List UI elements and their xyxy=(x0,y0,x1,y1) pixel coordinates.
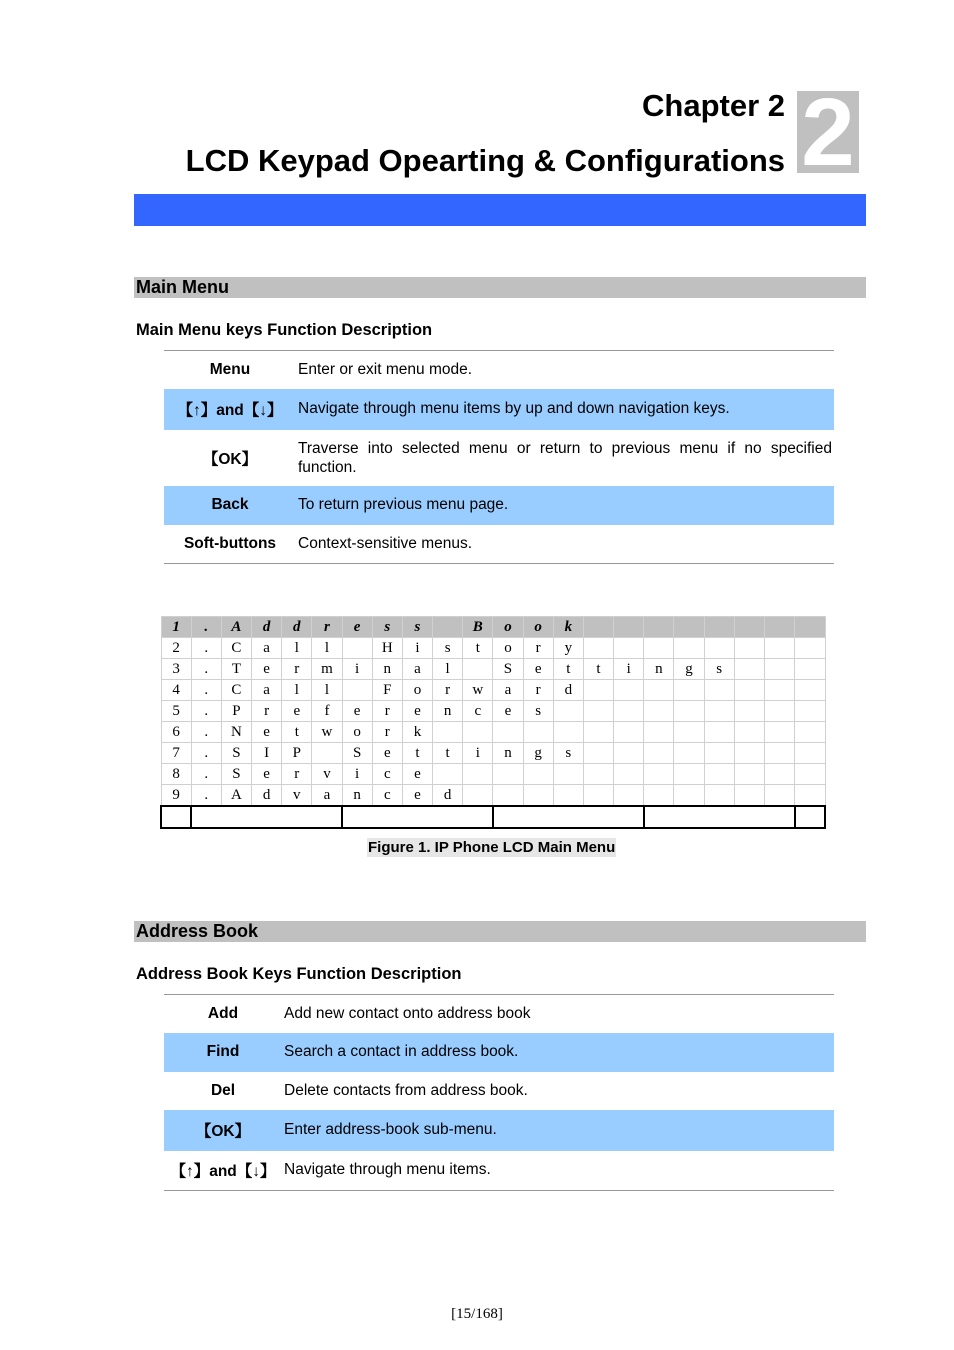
lcd-cell: C xyxy=(221,638,251,659)
lcd-cell xyxy=(764,638,794,659)
lcd-cell: g xyxy=(674,659,704,680)
lcd-cell xyxy=(583,701,613,722)
lcd-cell: T xyxy=(221,659,251,680)
lcd-cell: m xyxy=(312,659,342,680)
lcd-cell xyxy=(614,722,644,743)
lcd-cell: . xyxy=(191,659,221,680)
lcd-cell: n xyxy=(342,785,372,807)
lcd-cell: o xyxy=(493,617,523,638)
lcd-cell xyxy=(734,785,764,807)
lcd-cell: i xyxy=(463,743,493,764)
lcd-cell xyxy=(704,785,734,807)
lcd-cell: n xyxy=(493,743,523,764)
table-row xyxy=(164,351,834,389)
lcd-cell: C xyxy=(221,680,251,701)
lcd-cell: g xyxy=(523,743,553,764)
lcd-cell xyxy=(553,785,583,807)
lcd-cell xyxy=(523,785,553,807)
lcd-cell: . xyxy=(191,764,221,785)
lcd-cell xyxy=(583,722,613,743)
description-cell: Context-sensitive menus. xyxy=(298,534,473,552)
softkey-slot xyxy=(191,806,342,828)
lcd-cell xyxy=(734,659,764,680)
lcd-cell xyxy=(704,743,734,764)
lcd-cell xyxy=(614,680,644,701)
description-cell: Delete contacts from address book. xyxy=(284,1081,528,1099)
lcd-cell xyxy=(734,617,764,638)
chapter-accent-bar xyxy=(134,194,866,226)
main-menu-section-bar xyxy=(134,277,866,298)
key-cell: Del xyxy=(210,1081,236,1099)
lcd-cell xyxy=(433,764,463,785)
lcd-cell: e xyxy=(493,701,523,722)
table-row xyxy=(164,1033,834,1072)
lcd-cell: F xyxy=(372,680,402,701)
lcd-cell: e xyxy=(342,617,372,638)
lcd-cell: a xyxy=(493,680,523,701)
lcd-cell: 2 xyxy=(161,638,191,659)
lcd-cell: A xyxy=(221,785,251,807)
lcd-cell: e xyxy=(402,701,432,722)
lcd-cell xyxy=(674,680,704,701)
lcd-cell xyxy=(463,722,493,743)
description-cell: Enter or exit menu mode. xyxy=(298,360,473,378)
lcd-cell: d xyxy=(252,617,282,638)
lcd-cell xyxy=(614,617,644,638)
lcd-cell: r xyxy=(523,680,553,701)
lcd-cell: c xyxy=(372,785,402,807)
table-row xyxy=(164,389,834,430)
lcd-row xyxy=(161,659,825,680)
lcd-cell xyxy=(674,617,704,638)
lcd-cell: o xyxy=(402,680,432,701)
lcd-cell: 6 xyxy=(161,722,191,743)
lcd-cell: l xyxy=(282,680,312,701)
lcd-cell: S xyxy=(342,743,372,764)
lcd-cell xyxy=(614,764,644,785)
lcd-cell xyxy=(795,785,825,807)
lcd-cell: P xyxy=(282,743,312,764)
lcd-cell xyxy=(764,659,794,680)
lcd-cell xyxy=(433,617,463,638)
key-cell: 【OK】 xyxy=(202,450,258,468)
lcd-row xyxy=(161,764,825,785)
lcd-softkey-row xyxy=(161,806,825,828)
lcd-cell xyxy=(674,701,704,722)
lcd-cell: 1 xyxy=(161,617,191,638)
lcd-cell: . xyxy=(191,785,221,807)
lcd-cell xyxy=(583,680,613,701)
lcd-cell: r xyxy=(312,617,342,638)
lcd-cell: e xyxy=(372,743,402,764)
lcd-cell: t xyxy=(402,743,432,764)
lcd-cell xyxy=(764,785,794,807)
lcd-row xyxy=(161,680,825,701)
key-cell: Menu xyxy=(209,360,251,378)
lcd-cell: . xyxy=(191,680,221,701)
lcd-cell xyxy=(493,722,523,743)
lcd-cell: y xyxy=(553,638,583,659)
lcd-cell: a xyxy=(402,659,432,680)
lcd-cell xyxy=(523,764,553,785)
lcd-cell xyxy=(644,638,674,659)
lcd-cell: i xyxy=(402,638,432,659)
table-row xyxy=(164,430,834,486)
lcd-cell xyxy=(704,617,734,638)
lcd-cell: i xyxy=(614,659,644,680)
lcd-cell: o xyxy=(342,722,372,743)
lcd-cell: l xyxy=(433,659,463,680)
lcd-grid xyxy=(160,616,826,829)
lcd-cell xyxy=(553,764,583,785)
lcd-cell xyxy=(704,764,734,785)
lcd-cell: n xyxy=(372,659,402,680)
lcd-cell: r xyxy=(523,638,553,659)
description-cell: Add new contact onto address book xyxy=(284,1004,531,1022)
lcd-cell xyxy=(433,722,463,743)
lcd-cell: d xyxy=(433,785,463,807)
lcd-cell: t xyxy=(433,743,463,764)
lcd-cell: 4 xyxy=(161,680,191,701)
lcd-main-menu-figure xyxy=(160,616,826,824)
lcd-cell: r xyxy=(433,680,463,701)
lcd-cell xyxy=(583,617,613,638)
lcd-cell: e xyxy=(282,701,312,722)
lcd-cell: S xyxy=(221,743,251,764)
lcd-cell xyxy=(795,680,825,701)
lcd-cell: r xyxy=(372,701,402,722)
lcd-cell xyxy=(734,638,764,659)
lcd-cell xyxy=(523,722,553,743)
lcd-cell: I xyxy=(252,743,282,764)
lcd-cell: . xyxy=(191,722,221,743)
lcd-cell xyxy=(312,743,342,764)
lcd-cell: r xyxy=(282,659,312,680)
main-menu-keys-table xyxy=(164,350,834,564)
table-row xyxy=(164,1072,834,1110)
lcd-cell xyxy=(734,722,764,743)
softkey-slot xyxy=(795,806,825,828)
lcd-cell: t xyxy=(282,722,312,743)
main-menu-section-title: Main Menu xyxy=(136,277,229,297)
lcd-cell: 5 xyxy=(161,701,191,722)
lcd-cell xyxy=(583,638,613,659)
lcd-cell xyxy=(764,617,794,638)
lcd-cell: N xyxy=(221,722,251,743)
lcd-cell xyxy=(764,680,794,701)
key-cell: 【↑】and【↓】 xyxy=(164,389,296,430)
lcd-cell xyxy=(795,743,825,764)
lcd-cell xyxy=(734,764,764,785)
lcd-cell: i xyxy=(342,659,372,680)
lcd-cell xyxy=(614,701,644,722)
lcd-cell xyxy=(674,764,704,785)
lcd-cell: c xyxy=(463,701,493,722)
lcd-cell: 9 xyxy=(161,785,191,807)
lcd-cell xyxy=(764,701,794,722)
lcd-cell: t xyxy=(553,659,583,680)
lcd-cell xyxy=(583,764,613,785)
lcd-row xyxy=(161,638,825,659)
lcd-cell xyxy=(704,680,734,701)
lcd-cell: A xyxy=(221,617,251,638)
lcd-cell: l xyxy=(312,680,342,701)
lcd-cell xyxy=(463,659,493,680)
lcd-cell xyxy=(493,764,523,785)
lcd-cell xyxy=(644,785,674,807)
lcd-cell: e xyxy=(252,722,282,743)
lcd-cell: P xyxy=(221,701,251,722)
lcd-cell xyxy=(795,722,825,743)
lcd-cell xyxy=(795,638,825,659)
lcd-cell: d xyxy=(553,680,583,701)
description-cell: Search a contact in address book. xyxy=(282,1033,834,1072)
chapter-title: LCD Keypad Opearting & Configurations xyxy=(185,143,785,178)
lcd-cell xyxy=(342,638,372,659)
lcd-cell: B xyxy=(463,617,493,638)
lcd-cell xyxy=(644,764,674,785)
lcd-cell: r xyxy=(252,701,282,722)
lcd-cell: s xyxy=(402,617,432,638)
lcd-cell xyxy=(493,785,523,807)
key-cell: 【OK】 xyxy=(164,1110,282,1151)
figure-caption: Figure 1. IP Phone LCD Main Menu xyxy=(368,839,616,856)
lcd-cell: n xyxy=(644,659,674,680)
lcd-cell xyxy=(674,743,704,764)
lcd-cell xyxy=(704,722,734,743)
lcd-cell xyxy=(614,638,644,659)
lcd-cell: o xyxy=(523,617,553,638)
lcd-cell: v xyxy=(282,785,312,807)
lcd-cell xyxy=(644,680,674,701)
lcd-cell: a xyxy=(252,680,282,701)
lcd-cell xyxy=(674,722,704,743)
lcd-cell: w xyxy=(463,680,493,701)
chapter-number: Chapter 2 xyxy=(642,88,785,123)
softkey-slot xyxy=(644,806,795,828)
main-menu-subheading: Main Menu keys Function Description xyxy=(136,321,433,339)
lcd-cell: i xyxy=(342,764,372,785)
lcd-cell: s xyxy=(704,659,734,680)
lcd-cell: d xyxy=(282,617,312,638)
lcd-cell xyxy=(553,722,583,743)
lcd-cell xyxy=(764,743,794,764)
lcd-cell xyxy=(644,701,674,722)
lcd-cell: S xyxy=(221,764,251,785)
lcd-cell: s xyxy=(523,701,553,722)
table-row xyxy=(164,1110,834,1151)
key-cell: Find xyxy=(164,1033,282,1072)
lcd-header-row xyxy=(161,617,825,638)
lcd-row xyxy=(161,785,825,807)
lcd-cell: s xyxy=(433,638,463,659)
lcd-cell xyxy=(614,785,644,807)
description-cell: To return previous menu page. xyxy=(296,486,834,525)
lcd-cell xyxy=(734,680,764,701)
softkey-slot xyxy=(493,806,644,828)
address-book-section-title: Address Book xyxy=(136,921,259,941)
lcd-cell: . xyxy=(191,638,221,659)
lcd-cell: S xyxy=(493,659,523,680)
key-cell: Soft-buttons xyxy=(183,534,277,552)
lcd-cell: s xyxy=(372,617,402,638)
lcd-cell: s xyxy=(553,743,583,764)
lcd-cell: o xyxy=(493,638,523,659)
lcd-cell: e xyxy=(252,659,282,680)
description-cell: Enter address-book sub-menu. xyxy=(282,1110,834,1151)
lcd-cell xyxy=(734,701,764,722)
lcd-cell: 3 xyxy=(161,659,191,680)
lcd-cell: 8 xyxy=(161,764,191,785)
key-cell: 【↑】and【↓】 xyxy=(170,1163,276,1181)
page-number: [15/168] xyxy=(451,1306,503,1322)
lcd-cell xyxy=(583,785,613,807)
table-row xyxy=(164,486,834,525)
address-book-section-bar xyxy=(134,921,866,942)
table-row xyxy=(164,525,834,564)
lcd-cell: t xyxy=(583,659,613,680)
lcd-cell xyxy=(644,722,674,743)
lcd-cell xyxy=(674,638,704,659)
lcd-cell: l xyxy=(312,638,342,659)
lcd-cell xyxy=(463,764,493,785)
description-cell: Traverse into selected menu or return to previous menu if no specified function. xyxy=(298,439,832,476)
lcd-cell: a xyxy=(312,785,342,807)
lcd-cell: e xyxy=(402,764,432,785)
lcd-cell xyxy=(553,701,583,722)
lcd-cell xyxy=(644,743,674,764)
lcd-row xyxy=(161,743,825,764)
lcd-row xyxy=(161,722,825,743)
lcd-cell: . xyxy=(191,743,221,764)
lcd-cell: w xyxy=(312,722,342,743)
lcd-cell xyxy=(704,701,734,722)
key-cell: Add xyxy=(207,1004,239,1022)
lcd-cell: e xyxy=(402,785,432,807)
softkey-slot xyxy=(161,806,191,828)
lcd-cell: r xyxy=(282,764,312,785)
lcd-cell xyxy=(463,785,493,807)
lcd-cell: l xyxy=(282,638,312,659)
lcd-cell: c xyxy=(372,764,402,785)
lcd-cell: k xyxy=(402,722,432,743)
lcd-cell: v xyxy=(312,764,342,785)
lcd-cell xyxy=(795,701,825,722)
lcd-cell: a xyxy=(252,638,282,659)
lcd-cell xyxy=(795,764,825,785)
lcd-cell: . xyxy=(191,617,221,638)
lcd-cell xyxy=(764,764,794,785)
description-cell: Navigate through menu items. xyxy=(284,1161,491,1179)
lcd-cell xyxy=(795,617,825,638)
lcd-cell: e xyxy=(252,764,282,785)
softkey-slot xyxy=(342,806,493,828)
lcd-cell: f xyxy=(312,701,342,722)
lcd-cell xyxy=(764,722,794,743)
table-row xyxy=(164,1151,834,1191)
description-cell: Navigate through menu items by up and down navigation keys. xyxy=(296,389,834,430)
lcd-cell: 7 xyxy=(161,743,191,764)
address-book-subheading: Address Book Keys Function Description xyxy=(136,965,462,983)
chapter-digit-box: 2 xyxy=(797,91,859,173)
address-book-keys-table xyxy=(164,994,834,1191)
lcd-cell xyxy=(734,743,764,764)
lcd-cell: n xyxy=(433,701,463,722)
lcd-cell: e xyxy=(342,701,372,722)
lcd-cell: r xyxy=(372,722,402,743)
lcd-cell xyxy=(644,617,674,638)
lcd-cell: k xyxy=(553,617,583,638)
lcd-cell: t xyxy=(463,638,493,659)
table-row xyxy=(164,995,834,1033)
lcd-cell xyxy=(674,785,704,807)
lcd-cell xyxy=(583,743,613,764)
lcd-cell: . xyxy=(191,701,221,722)
lcd-cell xyxy=(795,659,825,680)
lcd-cell xyxy=(704,638,734,659)
lcd-cell xyxy=(342,680,372,701)
lcd-row xyxy=(161,701,825,722)
lcd-cell: H xyxy=(372,638,402,659)
lcd-cell: d xyxy=(252,785,282,807)
key-cell: Back xyxy=(164,486,296,525)
lcd-cell xyxy=(614,743,644,764)
lcd-cell: e xyxy=(523,659,553,680)
